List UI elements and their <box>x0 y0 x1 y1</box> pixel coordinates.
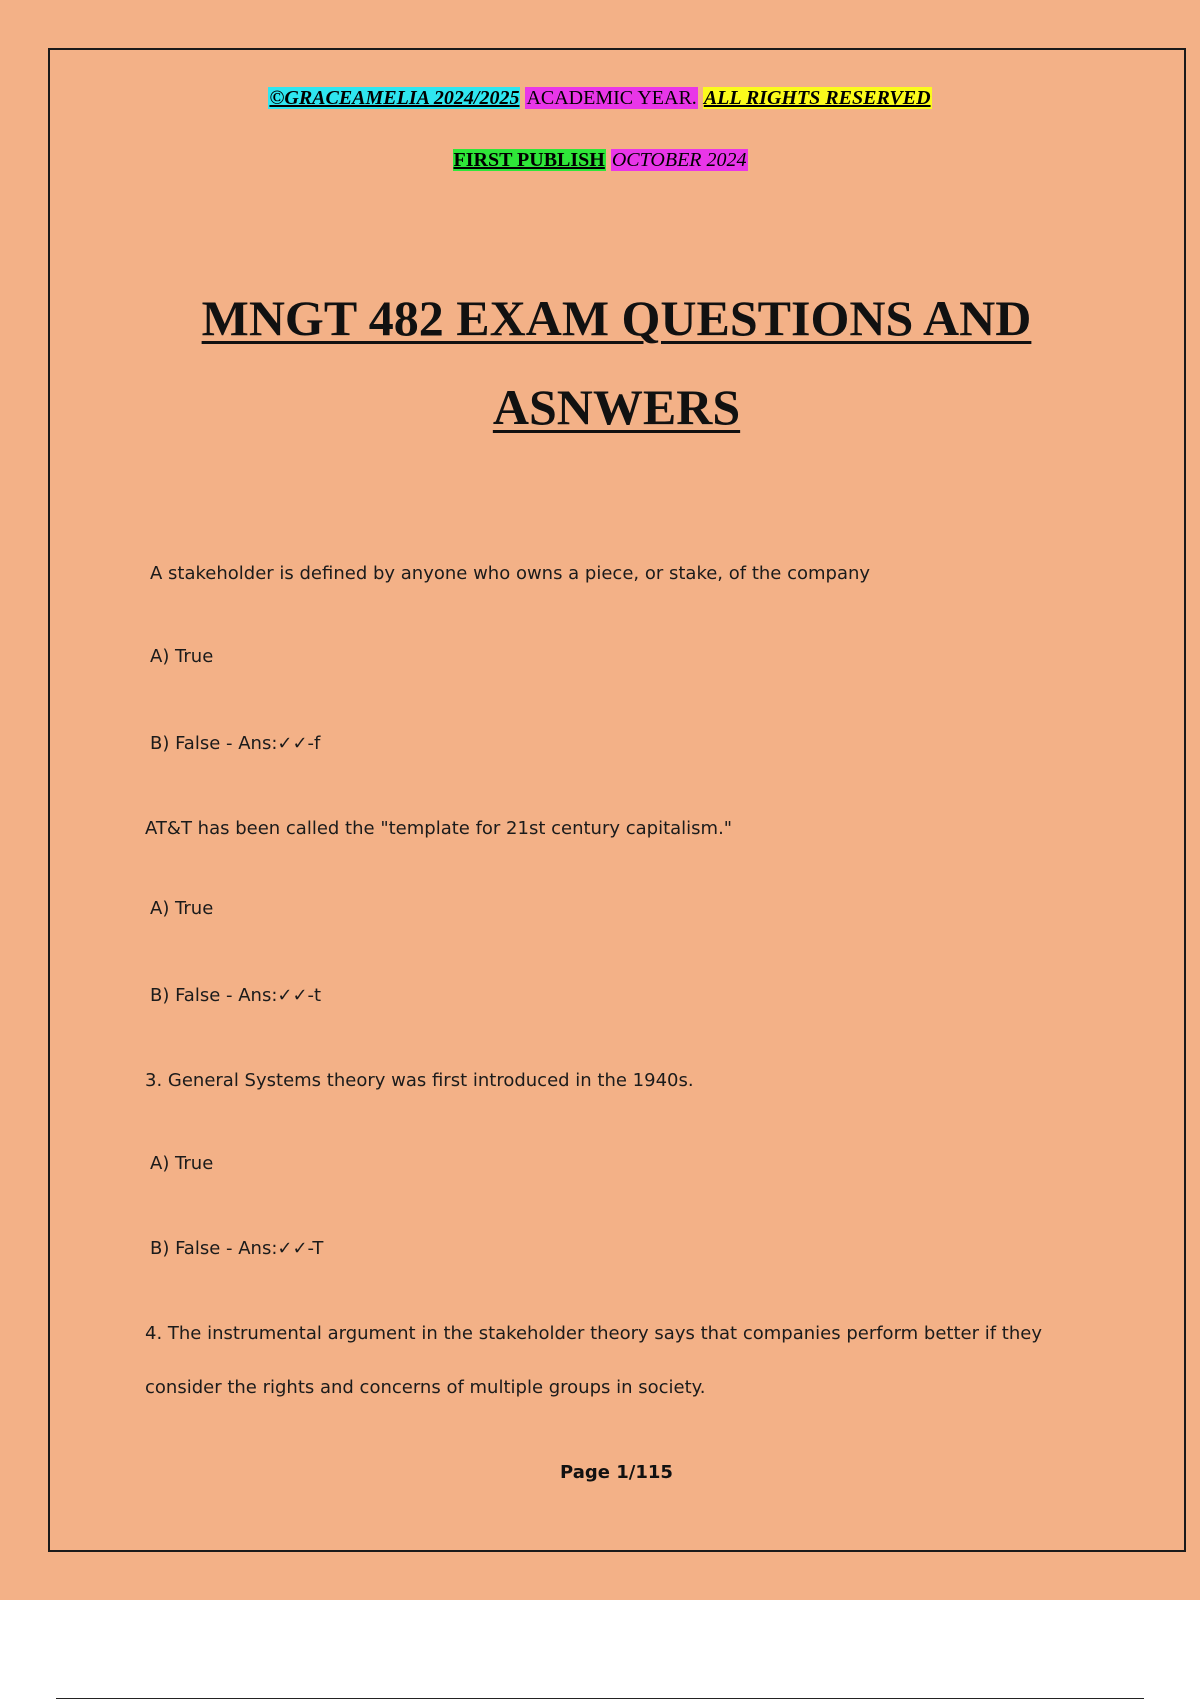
question-3: 3. General Systems theory was first introduced in the 1940s. <box>145 1070 694 1091</box>
first-publish-text: FIRST PUBLISH <box>453 149 605 171</box>
question-4-line-2: consider the rights and concerns of multiple groups in society. <box>145 1377 706 1398</box>
next-page-rule <box>56 1698 1144 1699</box>
copyright-header <box>0 86 1200 110</box>
publish-header <box>0 148 1200 172</box>
question-1-option-b-answer: B) False - Ans:✓✓-f <box>150 733 321 754</box>
question-2-option-a: A) True <box>150 898 214 919</box>
copyright-text: ©GRACEAMELIA 2024/2025 <box>269 87 520 109</box>
question-2: AT&T has been called the "template for 21st century capitalism." <box>145 818 733 839</box>
question-1-option-a: A) True <box>150 646 214 667</box>
question-3-option-b-answer: B) False - Ans:✓✓-T <box>150 1238 324 1259</box>
rights-reserved-text: ALL RIGHTS RESERVED <box>703 87 931 109</box>
question-1: A stakeholder is defined by anyone who owns a piece, or stake, of the company <box>150 563 871 584</box>
question-2-option-b-answer: B) False - Ans:✓✓-t <box>150 985 322 1006</box>
publish-date-text: OCTOBER 2024 <box>611 149 747 171</box>
academic-year-text: ACADEMIC YEAR. <box>526 87 697 109</box>
page-number: Page 1/115 <box>560 1462 673 1483</box>
question-4-line-1: 4. The instrumental argument in the stakeholder theory says that companies perform better if they <box>145 1323 1042 1344</box>
document-title-line-2: ASNWERS <box>492 379 741 435</box>
question-3-option-a: A) True <box>150 1153 214 1174</box>
document-title-line-1: MNGT 482 EXAM QUESTIONS AND <box>201 290 1032 346</box>
